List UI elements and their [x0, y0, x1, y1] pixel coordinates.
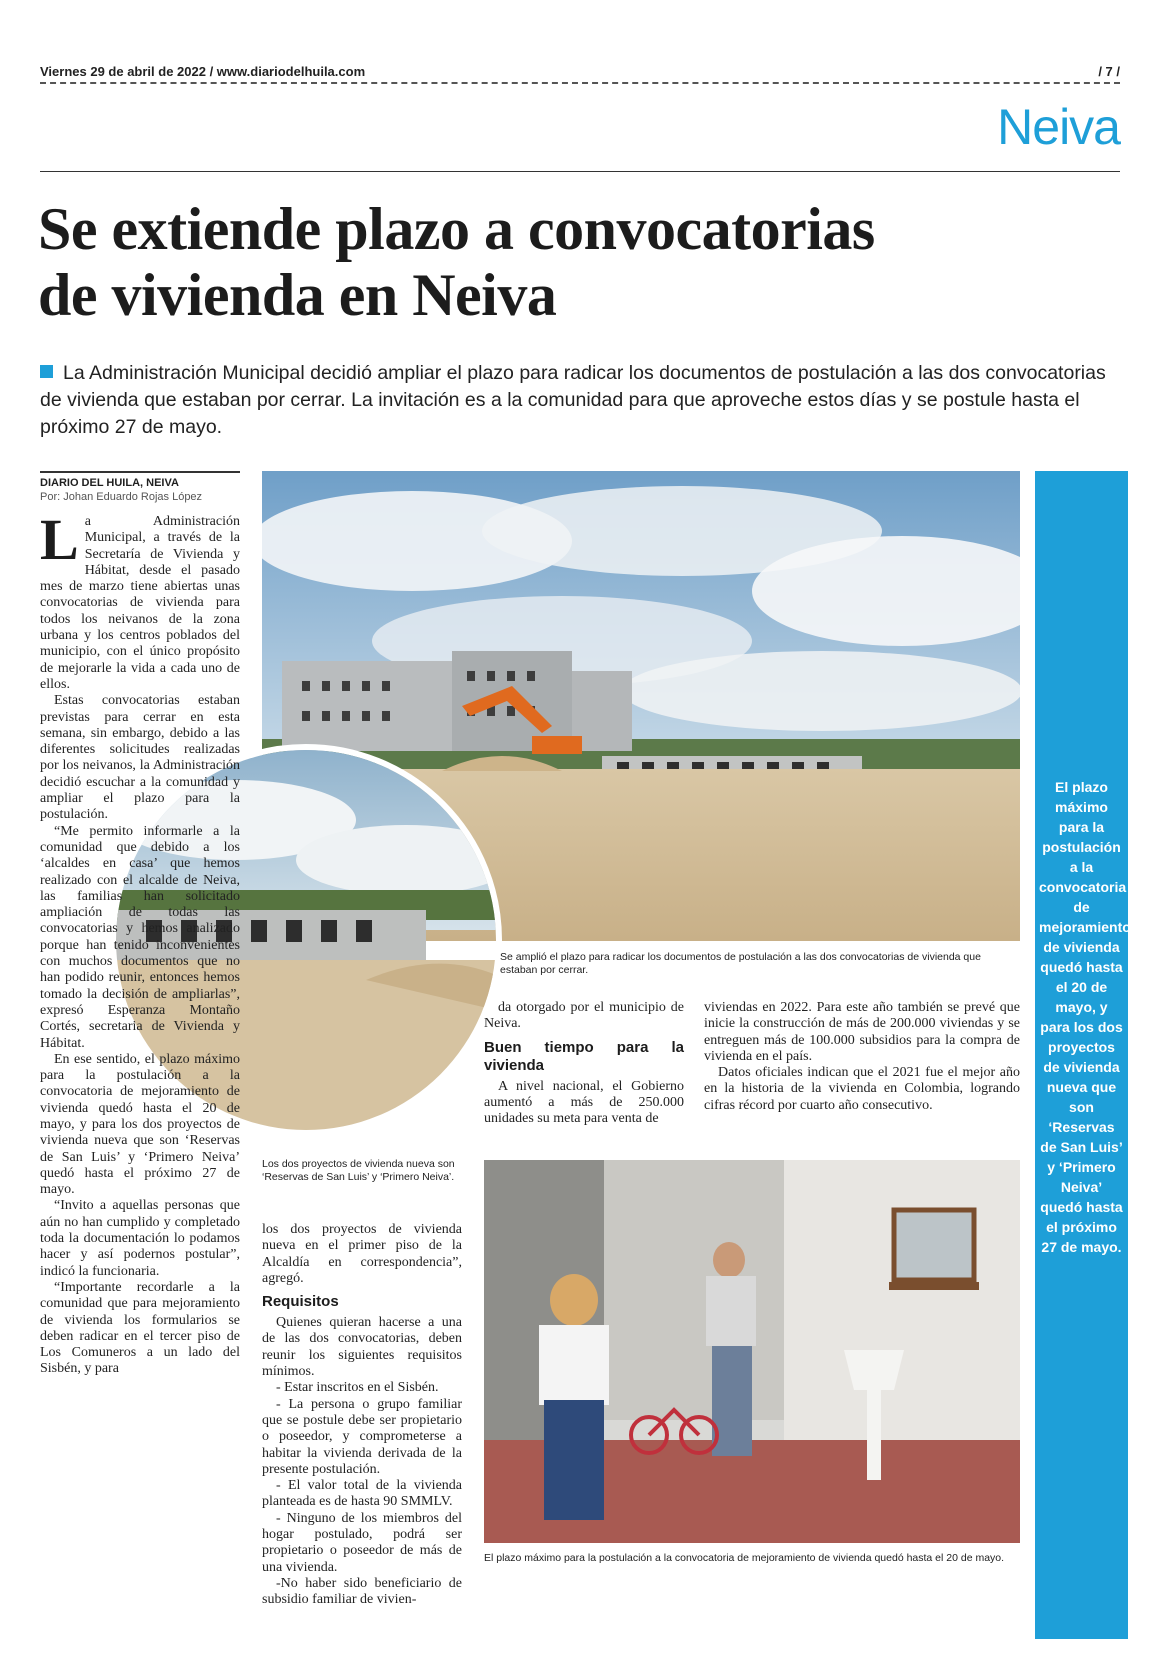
col1-paragraph-5: “Invito a aquellas personas que aún no han cumplido y completado toda la documentación lo podamos hacer y así podernos postular”, indicó la funcionaria. [40, 1198, 240, 1279]
photo-home-improvement [484, 1160, 1020, 1543]
author-byline: Por: Johan Eduardo Rojas López [40, 491, 203, 503]
headline-line-1: Se extiende plazo a convocatorias [38, 196, 875, 262]
article-column-2 [262, 1222, 462, 1632]
col3-paragraph-2: A nivel nacional, el Gobierno aumentó a más de 250.000 unidades su meta para venta de [484, 1078, 684, 1127]
col1-paragraph-6: “Importante recordarle a la comunidad que para mejoramiento de vivienda los formularios se deben radicar en el tercer piso de Los Comuneros a un lado del Sisbén, y para [40, 1279, 240, 1377]
caption-photo-inset: Los dos proyectos de vivienda nueva son ‘Reservas de San Luis’ y ‘Primero Neiva’. [262, 1158, 455, 1183]
col4-paragraph-1: viviendas en 2022. Para este año también se prevé que inicie la construcción de más de 200.000 viviendas y se entreguen más de 100.000 subsidios para la compra de vivienda en el país. [704, 1000, 1020, 1064]
col1-paragraph-2: Estas convocatorias estaban previstas para cerrar en esta semana, sin embargo, debido a las diferentes solicitudes realizadas por los neivanos, la Administración decidió escuchar a la comunidad y ampliar el plazo para la postulación. [40, 693, 240, 823]
col3-paragraph-1: da otorgado por el municipio de Neiva. [484, 1000, 684, 1032]
requirement-item: - Ninguno de los miembros del hogar postulado, podrá ser propietario o poseedor de más de una vivienda. [262, 1510, 462, 1575]
header-divider [40, 82, 1120, 84]
lead-paragraph [40, 360, 1120, 441]
lead-text: La Administración Municipal decidió ampliar el plazo para radicar los documentos de postulación a las dos convocatorias de vivienda que estaban por cerrar. La invitación es a la comunidad para que aproveche estos días y se postule hasta el próximo 27 de mayo. [40, 362, 1106, 438]
article-column-1 [40, 514, 240, 1624]
section-title: Neiva [997, 99, 1120, 155]
source-label: DIARIO DEL HUILA, NEIVA [40, 471, 240, 489]
requirement-item: - Estar inscritos en el Sisbén. [276, 1380, 439, 1396]
headline-line-2: de vivienda en Neiva [38, 262, 557, 328]
headline [38, 196, 1128, 328]
requirement-item: -No haber sido beneficiario de subsidio familiar de vivien- [262, 1575, 462, 1608]
square-bullet-icon [40, 365, 53, 378]
col4-paragraph-2: Datos oficiales indican que el 2021 fue el mejor año en la historia de la vivienda en Colombia, logrando cifras récord por cuarto año consecutivo. [704, 1065, 1020, 1113]
page-number: / 7 / [1098, 64, 1120, 79]
section-subheading: Buen tiempo para la vivienda [484, 1038, 684, 1074]
col2-paragraph-2: Quienes quieran hacerse a una de las dos convocatorias, deben reunir los siguientes requisitos mínimos. [262, 1315, 462, 1380]
requirement-item: - La persona o grupo familiar que se postule debe ser propietario o poseedor, y comprometerse a habitar la vivienda derivada de la presente postulación. [262, 1396, 462, 1477]
col1-paragraph-1: a Administración Municipal, a través de la Secretaría de Vivienda y Hábitat, desde el pasado mes de marzo tiene abiertas unas convocatorias de vivienda para todos los neivanos de la zona urbana y los centros poblados del municipio, con el único propósito de mejorarle la vida a cada uno de ellos. [40, 514, 240, 692]
requirements-heading: Requisitos [262, 1293, 339, 1311]
section-rule [40, 171, 1120, 172]
col1-paragraph-4: En ese sentido, el plazo máximo para la postulación a la convocatoria de mejoramiento de vivienda quedó hasta el 20 de mayo, y para los dos proyectos de vivienda nueva que son ‘Reservas de San Luis’ y ‘Primero Neiva’ quedó hasta el próximo 27 de mayo. [40, 1051, 240, 1198]
article-column-3 [484, 1000, 684, 1127]
sidebar-text: El plazo máximo para la postulación a la convocatoria de mejoramiento de vivienda quedó hasta el 20 de mayo, y para los dos proyectos de vivienda nueva que son ‘Reservas de San Luis’ y ‘Primero Neiva’ quedó hasta el próximo 27 de mayo. [1039, 779, 1131, 1255]
highlight-sidebar [1035, 471, 1131, 1639]
dateline-text: Viernes 29 de abril de 2022 / www.diariodelhuila.com [40, 64, 366, 79]
caption-photo-home: El plazo máximo para la postulación a la convocatoria de mejoramiento de vivienda quedó hasta el 20 de mayo. [484, 1552, 1005, 1564]
article-column-4 [704, 1000, 1020, 1114]
col1-paragraph-3: “Me permito informarle a la comunidad que debido a los ‘alcaldes en casa’ que hemos realizado con el alcalde de Neiva, las familias han solicitado ampliación de todas las convocatorias y hemos analizado porque han tenido inconvenientes con muchos documentos que no han podido reunir, entonces hemos tomado la decisión de ampliarlas”, expresó Esperanza Montaño Cortés, secretaria de Vivienda y Hábitat. [40, 823, 240, 1051]
dateline [40, 64, 1120, 79]
col2-paragraph-1: los dos proyectos de vivienda nueva en el primer piso de la Alcaldía en correspondencia”, agregó. [262, 1222, 462, 1286]
requirement-item: - El valor total de la vivienda planteada es de hasta 90 SMMLV. [262, 1478, 462, 1510]
caption-photo-construction: Se amplió el plazo para radicar los documentos de postulación a las dos convocatorias de vivienda que estaban por cerrar. [500, 951, 981, 976]
dropcap: L [40, 514, 79, 572]
